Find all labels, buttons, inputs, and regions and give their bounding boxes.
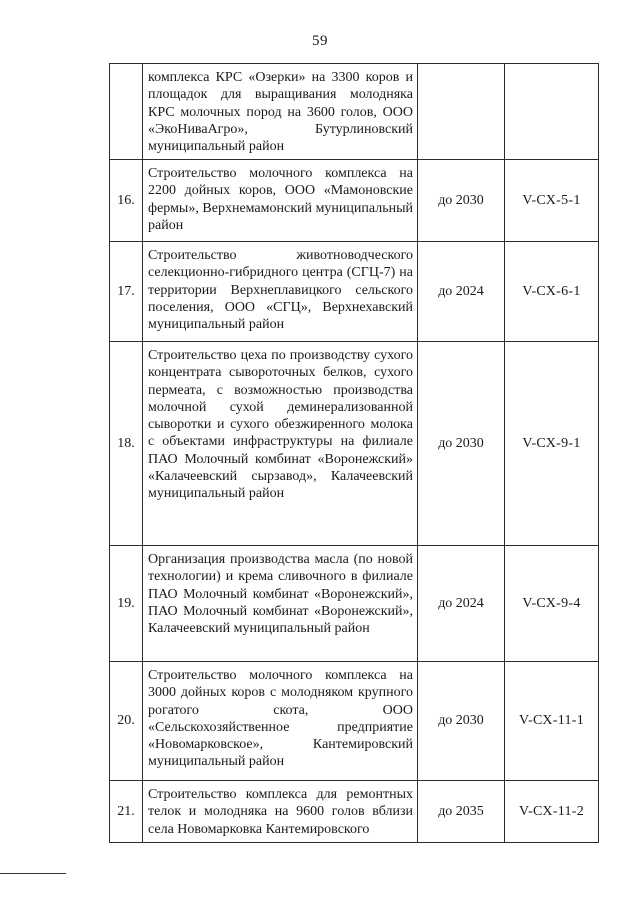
row-number: 19. [110, 546, 143, 662]
project-term: до 2030 [418, 662, 505, 781]
project-description: Строительство комплекса для ремонтных телок и молодняка на 9600 голов вблизи села Новомарковка Кантемировского [143, 781, 418, 843]
project-description: Строительство молочного комплекса на 3000 дойных коров с молодняком крупного рогатого скота, ООО «Сельскохозяйственное предприятие «Новомарковское», Кантемировский муниципальный район [143, 662, 418, 781]
project-code: V-СХ-11-1 [505, 662, 599, 781]
project-term: до 2035 [418, 781, 505, 843]
table-row [110, 242, 599, 342]
project-code: V-СХ-5-1 [505, 160, 599, 242]
table-row [110, 662, 599, 781]
project-code: V-СХ-9-1 [505, 342, 599, 546]
project-description: комплекса КРС «Озерки» на 3300 коров и площадок для выращивания молодняка КРС молочных пород на 3600 голов, ООО «ЭкоНиваАгро», Бутурлиновский муниципальный район [143, 64, 418, 160]
row-number [110, 64, 143, 160]
footer-rule [0, 873, 66, 874]
project-description: Строительство цеха по производству сухого концентрата сывороточных белков, сухого пермеата, с возможностью производства молочной сухой деминерализованной сыворотки и сухого обезжиренного молока с объектами инфраструктуры на филиале ПАО Молочный комбинат «Воронежский» «Калачеевский сырзавод», Калачеевский муниципальный район [143, 342, 418, 546]
table-row [110, 546, 599, 662]
project-term: до 2030 [418, 160, 505, 242]
project-code: V-СХ-6-1 [505, 242, 599, 342]
project-code [505, 64, 599, 160]
table-row [110, 64, 599, 160]
project-description: Строительство молочного комплекса на 2200 дойных коров, ООО «Мамоновские фермы», Верхнемамонский муниципальный район [143, 160, 418, 242]
row-number: 21. [110, 781, 143, 843]
project-description: Организация производства масла (по новой технологии) и крема сливочного в филиале ПАО Молочный комбинат «Воронежский», ПАО Молочный комбинат «Воронежский», Калачеевский муниципальный район [143, 546, 418, 662]
project-term: до 2024 [418, 546, 505, 662]
project-term: до 2030 [418, 342, 505, 546]
page-number: 59 [312, 33, 328, 49]
row-number: 18. [110, 342, 143, 546]
table-row [110, 342, 599, 546]
table-row [110, 160, 599, 242]
project-code: V-СХ-11-2 [505, 781, 599, 843]
project-term [418, 64, 505, 160]
row-number: 16. [110, 160, 143, 242]
table-row [110, 781, 599, 843]
project-description: Строительство животноводческого селекционно-гибридного центра (СГЦ-7) на территории Верхнеплавицкого сельского поселения, ООО «СГЦ», Верхнехавский муниципальный район [143, 242, 418, 342]
projects-table [109, 63, 599, 843]
row-number: 20. [110, 662, 143, 781]
row-number: 17. [110, 242, 143, 342]
project-code: V-СХ-9-4 [505, 546, 599, 662]
project-term: до 2024 [418, 242, 505, 342]
